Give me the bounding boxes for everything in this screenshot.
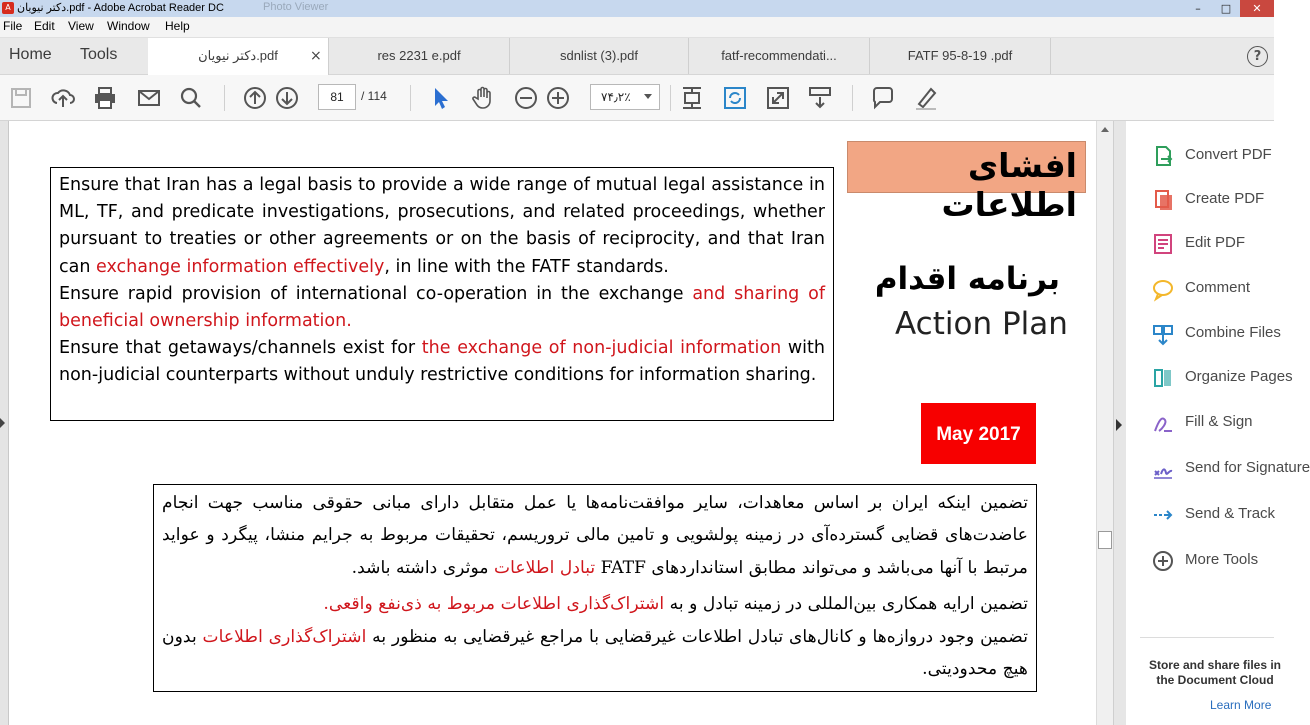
tab-close-icon[interactable]: ×	[310, 48, 322, 64]
tool-label: More Tools	[1185, 551, 1259, 568]
search-icon[interactable]	[178, 85, 204, 111]
tools-pane	[1126, 121, 1310, 725]
persian-paragraph-2: تضمین ارایه همکاری بین‌المللی در زمینه تبادل و به اشتراک‌گذاری اطلاعات مربوط به ذی‌نفع واقعی.	[323, 594, 1028, 614]
menu-help[interactable]: Help	[165, 19, 190, 33]
document-cloud-promo: Store and share files in the Document Cloud	[1148, 658, 1282, 687]
zoom-in-icon[interactable]	[545, 85, 571, 111]
tool-convert-pdf[interactable]	[1126, 136, 1274, 176]
tool-send-track[interactable]	[1126, 495, 1274, 535]
tool-label: Edit PDF	[1185, 234, 1246, 251]
organize-pages-icon	[1152, 367, 1174, 389]
send-signature-icon	[1152, 458, 1174, 480]
tab-home[interactable]: Home	[9, 46, 52, 63]
more-tools-icon	[1152, 550, 1174, 572]
rotate-icon[interactable]	[722, 85, 748, 111]
title-bar	[0, 0, 1274, 17]
menu-file[interactable]: File	[3, 19, 23, 33]
english-requirements-box	[50, 167, 834, 421]
scroll-mode-icon[interactable]	[807, 85, 833, 111]
tab-document-label: fatf-recommendati...	[721, 48, 837, 63]
toolbar-divider	[224, 85, 225, 111]
scrollbar-thumb[interactable]	[1098, 531, 1112, 549]
menu-edit[interactable]: Edit	[34, 19, 55, 33]
tab-bar	[0, 38, 1274, 75]
maximize-button[interactable]: □	[1220, 2, 1232, 15]
tool-organize-pages[interactable]	[1126, 358, 1293, 398]
page-number-input[interactable]: 81	[318, 84, 356, 110]
highlight-pen-icon[interactable]	[913, 85, 939, 111]
chevron-down-icon	[644, 94, 652, 99]
fullscreen-icon[interactable]	[765, 85, 791, 111]
page-up-icon[interactable]	[242, 85, 268, 111]
menu-window[interactable]: Window	[107, 19, 150, 33]
toolbar-divider	[852, 85, 853, 111]
tool-label: Organize Pages	[1185, 368, 1293, 385]
hand-icon[interactable]	[470, 85, 496, 111]
tool-create-pdf[interactable]	[1126, 180, 1274, 220]
close-button[interactable]: ✕	[1240, 0, 1274, 17]
tab-tools[interactable]: Tools	[80, 46, 118, 63]
tool-fill-sign[interactable]	[1126, 403, 1274, 443]
page-total: / 114	[361, 89, 387, 103]
english-paragraph-3: Ensure that getaways/channels exist for the exchange of non-judicial information with non-judicial counterparts without unduly restrictive conditions for information sharing.	[59, 338, 825, 386]
fit-page-icon[interactable]	[679, 85, 705, 111]
action-plan-english-title: Action Plan	[895, 306, 1068, 342]
tool-label: Comment	[1185, 279, 1251, 296]
tool-label: Convert PDF	[1185, 146, 1272, 163]
persian-requirements-box	[153, 484, 1037, 692]
zoom-out-icon[interactable]	[513, 85, 539, 111]
tool-comment[interactable]	[1126, 269, 1274, 309]
comment-icon[interactable]	[870, 85, 896, 111]
tool-label: Combine Files	[1185, 324, 1281, 341]
learn-more-link[interactable]: Learn More	[1210, 698, 1272, 712]
tab-document-label: FATF 95-8-19 .pdf	[907, 48, 1013, 63]
fill-sign-icon	[1152, 412, 1174, 434]
tab-document[interactable]	[870, 38, 1051, 74]
create-pdf-icon	[1152, 189, 1174, 211]
convert-pdf-icon	[1152, 145, 1174, 167]
tool-more-tools[interactable]	[1126, 541, 1274, 581]
toolbar-divider	[410, 85, 411, 111]
tools-pane-divider	[1140, 637, 1274, 638]
tab-document[interactable]	[510, 38, 689, 74]
tab-document-label: sdnlist (3).pdf	[559, 48, 639, 63]
window-title: دکتر نیویان.pdf - Adobe Acrobat Reader DC	[17, 2, 224, 14]
tab-document-label: دکتر نیویان.pdf	[198, 48, 278, 63]
upload-icon[interactable]	[50, 85, 76, 111]
combine-files-icon	[1152, 323, 1174, 345]
tool-send-for-signature[interactable]	[1126, 449, 1310, 489]
print-icon[interactable]	[92, 85, 118, 111]
tab-document[interactable]	[329, 38, 510, 74]
toolbar-divider	[670, 85, 671, 111]
save-icon[interactable]	[8, 85, 34, 111]
tab-document-label: res 2231 e.pdf	[377, 48, 461, 63]
persian-paragraph-3: تضمین وجود دروازه‌ها و کانال‌های تبادل اطلاعات غیرقضایی با مراجع غیرقضایی به منظور به اشتراک‌گذاری اطلاعات بدون هیچ محدودیتی.	[162, 627, 1028, 680]
menu-view[interactable]: View	[68, 19, 94, 33]
tab-document[interactable]	[689, 38, 870, 74]
minimize-button[interactable]: –	[1195, 2, 1201, 15]
page-down-icon[interactable]	[274, 85, 300, 111]
email-icon[interactable]	[136, 85, 162, 111]
tool-label: Send for Signature	[1185, 459, 1310, 476]
section-header-text: افشای اطلاعات	[941, 146, 1077, 224]
zoom-value: ۷۴٫۲٪	[601, 90, 631, 104]
send-track-icon	[1152, 504, 1174, 526]
toolbar	[0, 75, 1274, 121]
help-icon[interactable]: ?	[1247, 46, 1268, 67]
english-paragraph-2: Ensure rapid provision of international co-operation in the exchange and sharing of beneficial ownership information.	[59, 284, 825, 332]
acrobat-app-icon: A	[2, 2, 14, 14]
tool-edit-pdf[interactable]	[1126, 224, 1274, 264]
date-badge: May 2017	[921, 403, 1036, 464]
tab-document-active[interactable]	[148, 38, 329, 75]
zoom-select[interactable]	[590, 84, 660, 110]
section-header-persian	[847, 141, 1086, 224]
tool-label: Fill & Sign	[1185, 413, 1253, 430]
english-paragraph-1: Ensure that Iran has a legal basis to provide a wide range of mutual legal assistance in ML, TF, and predicate investigations, prosecutions, and related proceedings, whether pursuant to treaties or other agreements or on the basis of reciprocity, and that Iran can exchange information effectively, in line with the FATF standards.	[59, 175, 825, 277]
tool-combine-files[interactable]	[1126, 314, 1281, 354]
vertical-scrollbar[interactable]	[1096, 121, 1113, 725]
persian-paragraph-1: تضمین اینکه ایران بر اساس معاهدات، سایر موافقت‌نامه‌ها یا عمل متقابل دارای مبانی حقوقی مناسب جهت انجام عاضدت‌های قضایی گسترده‌آی در زمینه پولشویی و تامین مالی تروریسم، تحقیقات مربوط به جرایم منشا، پیگرد و عواید مرتبط با آنها می‌باشد و می‌تواند مطابق استانداردهای FATF تبادل اطلاعات موثری داشته باشد.	[162, 493, 1028, 578]
expand-left-panel-icon[interactable]	[0, 418, 5, 428]
select-pointer-icon[interactable]	[428, 85, 454, 111]
tool-label: Send & Track	[1185, 505, 1276, 522]
tool-label: Create PDF	[1185, 190, 1265, 207]
edit-pdf-icon	[1152, 233, 1174, 255]
comment-bubble-icon	[1152, 278, 1174, 300]
scroll-up-arrow-icon[interactable]	[1101, 127, 1109, 132]
collapse-right-panel-icon[interactable]	[1116, 419, 1122, 431]
action-plan-persian-title: برنامه اقدام	[874, 261, 1060, 297]
window-ghost-title: Photo Viewer	[263, 1, 329, 13]
menu-bar	[0, 17, 1274, 38]
